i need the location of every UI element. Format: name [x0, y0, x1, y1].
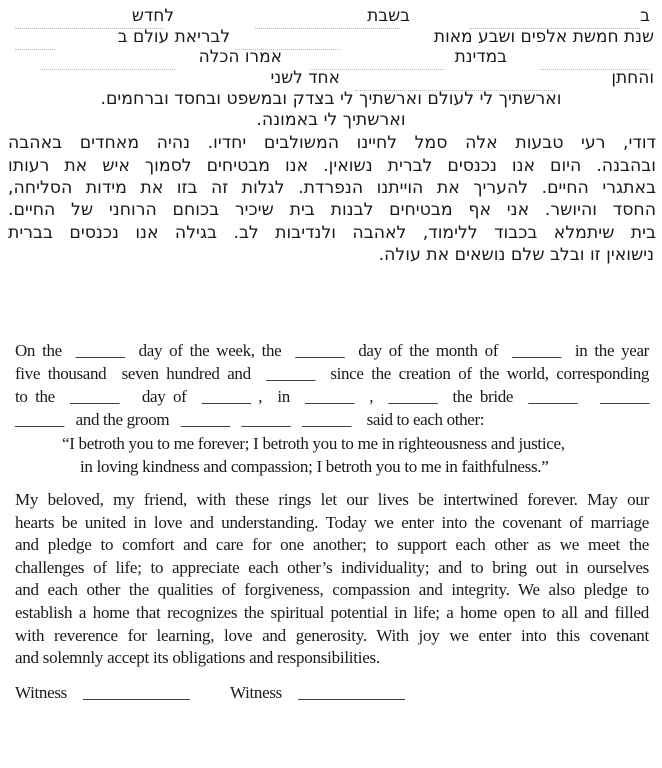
english-paragraph-line: and each other the qualities of forgiveness, compassion and integrity. We also pledge to — [15, 580, 649, 600]
hebrew-paragraph-line: החסד והיושר. אני אף מבטיחים לבנות בית שיכיר בכוחם הרוחני של החיים. — [8, 200, 656, 220]
hebrew-paragraph-line: בית שיתמלא בכבוד ללימוד, לאהבה ולנדיבות לב. בגילה אנו נכנסים בברית — [8, 223, 656, 243]
english-paragraph-line: hearts be united in love and understanding. Today we enter into the covenant of marriage — [15, 512, 649, 532]
hebrew-text: והחתן — [611, 68, 654, 88]
english-paragraph-line: and solemnly accept its obligations and responsibilities. — [15, 648, 380, 668]
english-paragraph-line: My beloved, my friend, with these rings let our lives be intertwined forever. May our — [15, 490, 649, 509]
witness-signature-line[interactable]: _____________ — [298, 683, 405, 702]
hebrew-paragraph-line: ובהבנה. היום אנו נכנסים לברית נשואין. אנו מבטיחים לסמוך איש את רעותו — [8, 156, 656, 176]
english-paragraph — [15, 489, 649, 670]
english-form-line: ______ and the groom ______ ______ ______ said to each other: — [15, 410, 485, 429]
hebrew-text: ב — [640, 6, 650, 26]
hebrew-paragraph-line: דודי, רעי טבעות אלה סמל לחיינו המשולבים יחדיו. נהיה מאחדים באהבה — [8, 133, 656, 153]
english-paragraph-line: establish a home that recognizes the spiritual potential in life; a home open to all and filled — [15, 602, 649, 622]
fill-blank[interactable] — [15, 49, 55, 50]
english-paragraph-line: challenges of life; to appreciate each other’s individuality; and to bring out in ourselves — [15, 557, 649, 577]
fill-blank[interactable] — [40, 69, 175, 70]
english-form-line: five thousand seven hundred and ______ since the creation of the world, corresponding — [15, 364, 649, 383]
english-vow-line: “I betroth you to me forever; I betroth you to me in righteousness and justice, — [62, 434, 565, 453]
hebrew-text: לבריאת עולם ב — [117, 27, 230, 47]
english-form-line: to the ______ day of ______ , in ______ , ______ the bride ______ ______ — [15, 387, 649, 406]
hebrew-paragraph-line: באתגרי החיים. להעריך את הוייתנו הנפרדת. לגלות זה בזו את מידות הסליחה, — [8, 178, 656, 198]
witness-label: Witness — [15, 683, 67, 702]
hebrew-text: לחדש — [131, 6, 174, 26]
english-paragraph-line: with reverence for learning, love and generosity. With joy we enter into this covenant — [15, 625, 649, 645]
hebrew-text: אמרו הכלה — [198, 47, 282, 67]
fill-blank[interactable] — [255, 28, 400, 29]
hebrew-vow-line-2: וארשתיך לי באמונה. — [256, 110, 406, 130]
witness-label: Witness — [230, 683, 282, 702]
english-vow-line: in loving kindness and compassion; I betroth you to me in faithfulness.” — [80, 457, 549, 476]
witness-signature-line[interactable]: _____________ — [83, 683, 190, 702]
hebrew-text: במדינת — [454, 47, 507, 67]
hebrew-paragraph-line: נישואין זו ובלב שלם נושאים את עולה. — [378, 245, 654, 265]
hebrew-vow-line-1: וארשתיך לי לעולם וארשתיך לי בצדק ובמשפט ובחסד וברחמים. — [100, 89, 562, 109]
hebrew-text: בשבת — [367, 6, 410, 26]
english-paragraph-line: and pledge to comfort and care for one another; to support each other as we meet the — [15, 535, 649, 555]
hebrew-text: שנת חמשת אלפים ושבע מאות — [433, 27, 654, 47]
english-form-line: On the ______ day of the week, the ______ day of the month of ______ in the year — [15, 341, 649, 360]
hebrew-text: אחד לשני — [270, 68, 340, 88]
